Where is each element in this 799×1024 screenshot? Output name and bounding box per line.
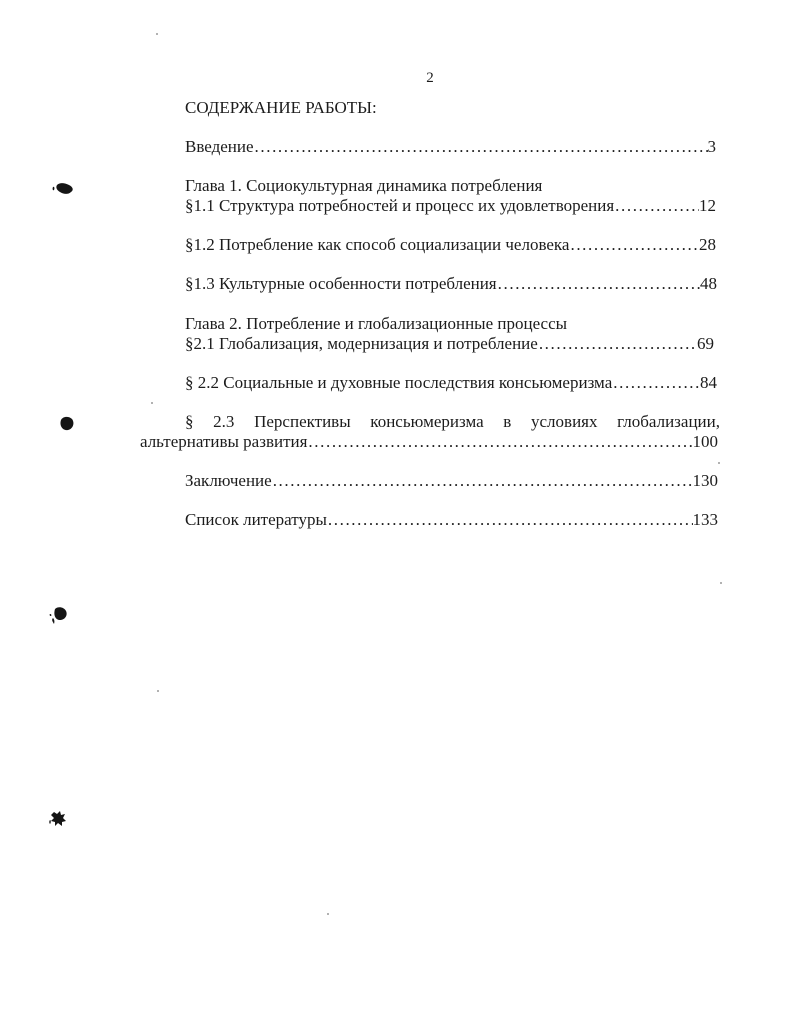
toc-entry-label: §1.3 Культурные особенности потребления <box>185 274 497 293</box>
toc-entry-label: Заключение <box>185 471 272 490</box>
toc-entry-label: альтернативы развития <box>140 432 308 451</box>
toc-entry-section-1-1 <box>185 196 716 216</box>
toc-entry-section-1-2 <box>185 235 716 255</box>
toc-entry-label: Список литературы <box>185 510 327 529</box>
toc-entry-page: 28 <box>699 235 716 254</box>
dot-leader <box>614 196 699 216</box>
scan-speck <box>720 582 722 584</box>
toc-entry-page: 48 <box>700 274 717 293</box>
toc-entry-page: 130 <box>692 471 718 490</box>
scan-speck <box>157 690 159 692</box>
toc-entry-label: §2.1 Глобализация, модернизация и потребление <box>185 334 538 353</box>
toc-entry-page: 3 <box>707 137 716 156</box>
toc-entry-page: 69 <box>697 334 714 353</box>
scan-speck <box>156 33 158 35</box>
toc-entry-label: § 2.2 Социальные и духовные последствия консьюмеризма <box>185 373 613 392</box>
dot-leader <box>272 471 693 491</box>
toc-entry-section-2-3-line-2 <box>140 432 718 452</box>
toc-entry-introduction <box>185 137 716 157</box>
toc-entry-section-2-3-line-1: § 2.3 Перспективы консьюмеризма в условиях глобализации, <box>185 412 720 431</box>
toc-entry-references <box>185 510 718 530</box>
scan-speck <box>151 402 153 404</box>
punch-hole-mark <box>48 808 70 830</box>
toc-title: СОДЕРЖАНИЕ РАБОТЫ: <box>185 98 377 117</box>
toc-entry-label: §1.1 Структура потребностей и процесс их удовлетворения <box>185 196 615 215</box>
toc-entry-conclusion <box>185 471 718 491</box>
chapter-2-heading: Глава 2. Потребление и глобализационные процессы <box>185 314 568 333</box>
scan-speck <box>327 913 329 915</box>
dot-leader <box>569 235 699 255</box>
toc-entry-section-2-1 <box>185 334 714 354</box>
scan-speck <box>718 462 720 464</box>
dot-leader <box>538 334 697 354</box>
dot-leader <box>612 373 700 393</box>
punch-hole-mark <box>50 180 76 198</box>
toc-entry-page: 100 <box>692 432 718 451</box>
dot-leader <box>497 274 700 294</box>
toc-entry-label: §1.2 Потребление как способ социализации человека <box>185 235 570 254</box>
toc-entry-page: 84 <box>700 373 717 392</box>
dot-leader <box>307 432 692 452</box>
page-number: 2 <box>426 70 434 86</box>
toc-entry-page: 12 <box>699 196 716 215</box>
punch-hole-mark <box>57 414 77 434</box>
toc-entry-label: Введение <box>185 137 254 156</box>
dot-leader <box>254 137 708 157</box>
toc-entry-section-2-2 <box>185 373 717 393</box>
punch-hole-mark <box>48 604 70 628</box>
toc-entry-page: 133 <box>692 510 718 529</box>
chapter-1-heading: Глава 1. Социокультурная динамика потребления <box>185 176 543 195</box>
dot-leader <box>327 510 693 530</box>
toc-entry-section-1-3 <box>185 274 717 294</box>
